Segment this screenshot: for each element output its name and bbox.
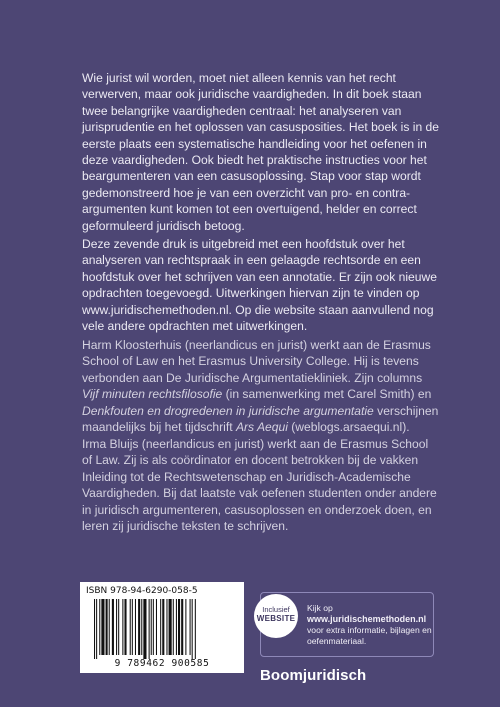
text-line: of Law. Zij is als coördinator en docent betrokken bij de vakken — [82, 453, 419, 468]
barcode-bar — [130, 599, 131, 655]
barcode-bar — [124, 599, 126, 655]
barcode-bar — [118, 599, 119, 655]
text-line: hoofdstuk over het schrijven van een annotatie. Er zijn ook nieuwe — [82, 269, 437, 284]
barcode-bar — [181, 599, 183, 655]
author-bio-kloosterhuis — [82, 337, 439, 435]
text-line: vele andere opdrachten met uitwerkingen. — [82, 319, 308, 334]
journal-title: Ars Aequi — [235, 420, 288, 435]
column-title: Vijf minuten rechtsfilosofie — [82, 387, 223, 402]
website-intro: Kijk op — [307, 603, 333, 613]
description-paragraph — [82, 70, 439, 234]
barcode-bar — [185, 599, 186, 655]
text-line: verwerven, maar ook juridische vaardigheden. In dit boek staan — [82, 87, 422, 102]
barcode-digits: 9 789462 900585 — [114, 658, 210, 669]
barcode-bar — [101, 599, 104, 655]
website-badge — [254, 594, 298, 638]
barcode-bar — [190, 599, 191, 655]
isbn-barcode — [80, 582, 244, 673]
bio-line: verbonden aan De Juridische Argumentatiekliniek. Zijn columns — [82, 370, 423, 385]
text-line: analyseren van rechtspraak in een gelaagde rechtsorde en een — [82, 253, 421, 268]
barcode-bars — [94, 599, 230, 659]
text-line: gedemonstreerd hoe je van een overzicht van pro- en contra- — [82, 185, 411, 200]
barcode-bar — [116, 599, 117, 655]
bio-line: School of Law en het Erasmus University College. Hij is tevens — [82, 354, 419, 369]
text-line: twee belangrijke vaardigheden centraal: het analyseren van — [82, 103, 402, 118]
barcode-bar — [173, 599, 174, 655]
edition-paragraph — [82, 236, 437, 334]
bio-text: verschijnen — [373, 403, 439, 418]
barcode-bar — [153, 599, 154, 655]
barcode-bar — [166, 599, 167, 655]
text-line: geformuleerd juridisch betoog. — [82, 218, 245, 233]
barcode-bar — [135, 599, 136, 655]
barcode-bar — [195, 599, 196, 659]
badge-line2: WEBSITE — [256, 614, 296, 623]
column-title: Denkfouten en drogredenen in juridische argumentatie — [82, 403, 374, 418]
text-line: in juridisch argumenteren, casusoplossen en onderzoek doen, en — [82, 502, 432, 517]
barcode-bar — [169, 599, 172, 655]
bio-line — [82, 403, 439, 419]
bio-text: (in samenwerking met Carel Smith) en — [222, 387, 432, 402]
text-line: Inleiding tot de Rechtswetenschap en Juridisch-Academische — [82, 469, 411, 484]
barcode-bar — [132, 599, 133, 655]
barcode-bar — [138, 599, 140, 655]
website-url-link[interactable]: www.juridischemethoden.nl — [307, 614, 427, 624]
text-line: leren zij juridische teksten te schrijven. — [82, 519, 289, 534]
barcode-bar — [143, 599, 146, 659]
text-line: Wie jurist wil worden, moet niet alleen kennis van het recht — [82, 71, 396, 85]
text-line: beargumenteren van een casusoplossing. Stap voor stap wordt — [82, 169, 421, 184]
text-line: opdrachten toegevoegd. Uitwerkingen hiervan zijn te vinden op — [82, 286, 420, 301]
barcode-bar — [112, 599, 114, 655]
badge-line1: Inclusief — [262, 605, 290, 614]
text-line: jurisprudentie en het oplossen van casusposities. Het boek is in de — [82, 120, 439, 135]
barcode-bar — [106, 599, 108, 655]
barcode-bar — [141, 599, 142, 655]
barcode-bar — [176, 599, 177, 655]
barcode-bar — [109, 599, 110, 655]
barcode-bar — [99, 599, 100, 655]
publisher-logo: Boomjuridisch — [260, 667, 367, 684]
text-line: argumenten kunt komen tot een overtuigend, helder en correct — [82, 202, 417, 217]
text-line: eerste plaats een systematische handleiding voor het oefenen in — [82, 136, 427, 151]
barcode-bar — [122, 599, 123, 655]
bio-line — [82, 419, 432, 435]
text-line: Deze zevende druk is uitgebreid met een hoofdstuk over het — [82, 237, 405, 251]
bio-line — [82, 386, 432, 402]
bio-text: (weblogs.arsaequi.nl). — [287, 420, 410, 435]
barcode-bar — [192, 599, 193, 659]
barcode-bar — [94, 599, 95, 659]
barcode-bar — [156, 599, 157, 655]
barcode-bar — [149, 599, 150, 659]
barcode-bar — [151, 599, 152, 655]
bio-text: maandelijks bij het tijdschrift — [82, 420, 236, 435]
author-bio-bluijs — [82, 436, 437, 534]
website-info — [307, 603, 447, 647]
barcode-bar — [96, 599, 97, 659]
barcode-bar — [162, 599, 164, 655]
text-line: Irma Bluijs (neerlandicus en jurist) werkt aan de Erasmus School — [82, 437, 429, 451]
website-info-line: voor extra informatie, bijlagen en — [307, 625, 432, 635]
website-info-line: oefenmateriaal. — [307, 636, 367, 646]
bio-line: Harm Kloosterhuis (neerlandicus en jurist) werkt aan de Erasmus — [82, 338, 431, 352]
text-line: deze vaardigheden. Ook biedt het praktische instructies voor het — [82, 153, 427, 168]
text-line: www.juridischemethoden.nl. Op die website staan aanvullend nog — [82, 302, 434, 317]
isbn-label: ISBN 978-94-6290-058-5 — [86, 586, 198, 596]
text-line: Vaardigheden. Bij dat laatste vak oefenen studenten onder andere — [82, 486, 437, 501]
barcode-bar — [178, 599, 180, 655]
barcode-bar — [160, 599, 161, 655]
